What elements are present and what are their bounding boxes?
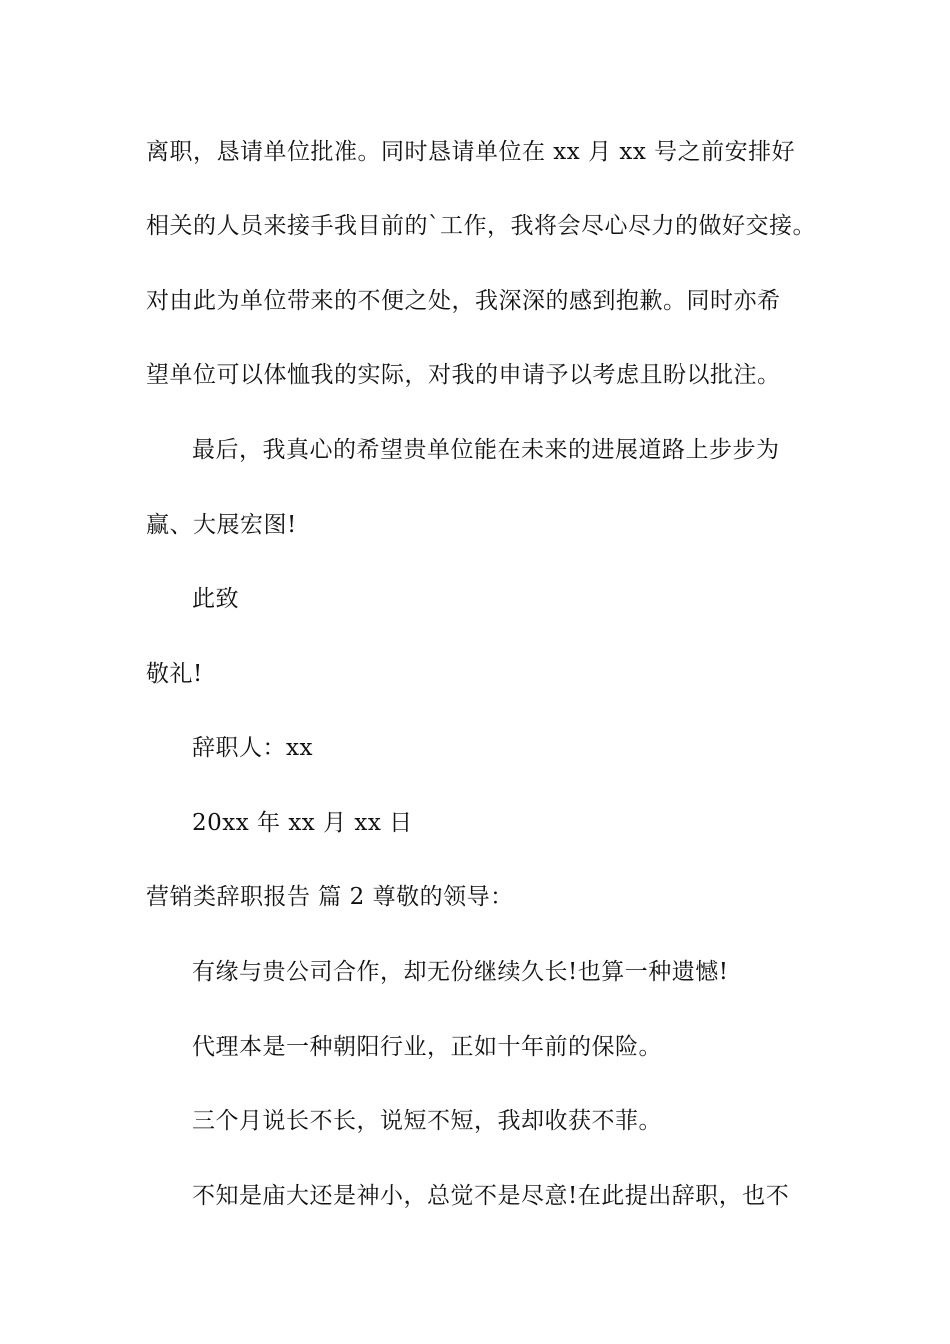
signer-line: 辞职人：xx: [192, 735, 313, 761]
date-line: 20xx 年 xx 月 xx 日: [192, 810, 413, 836]
paragraph-line: 三个月说长不长，说短不短，我却收获不菲。: [192, 1108, 662, 1134]
paragraph-line: 望单位可以体恤我的实际，对我的申请予以考虑且盼以批注。: [146, 362, 781, 388]
paragraph-line: 最后，我真心的希望贵单位能在未来的进展道路上步步为: [192, 437, 780, 463]
paragraph-line: 不知是庙大还是神小，总觉不是尽意!在此提出辞职，也不: [192, 1183, 790, 1209]
section-heading: 营销类辞职报告 篇 2 尊敬的领导：: [146, 884, 514, 910]
paragraph-line: 相关的人员来接手我目前的`工作，我将会尽心尽力的做好交接。: [146, 213, 816, 239]
closing-line: 此致: [192, 586, 239, 612]
salutation-line: 敬礼!: [146, 661, 203, 687]
paragraph-line: 有缘与贵公司合作，却无份继续久长!也算一种遗憾!: [192, 959, 729, 985]
paragraph-line: 对由此为单位带来的不便之处，我深深的感到抱歉。同时亦希: [146, 288, 781, 314]
paragraph-line: 赢、大展宏图!: [146, 512, 297, 538]
paragraph-line: 离职，恳请单位批准。同时恳请单位在 xx 月 xx 号之前安排好: [146, 139, 796, 165]
paragraph-line: 代理本是一种朝阳行业，正如十年前的保险。: [192, 1034, 662, 1060]
